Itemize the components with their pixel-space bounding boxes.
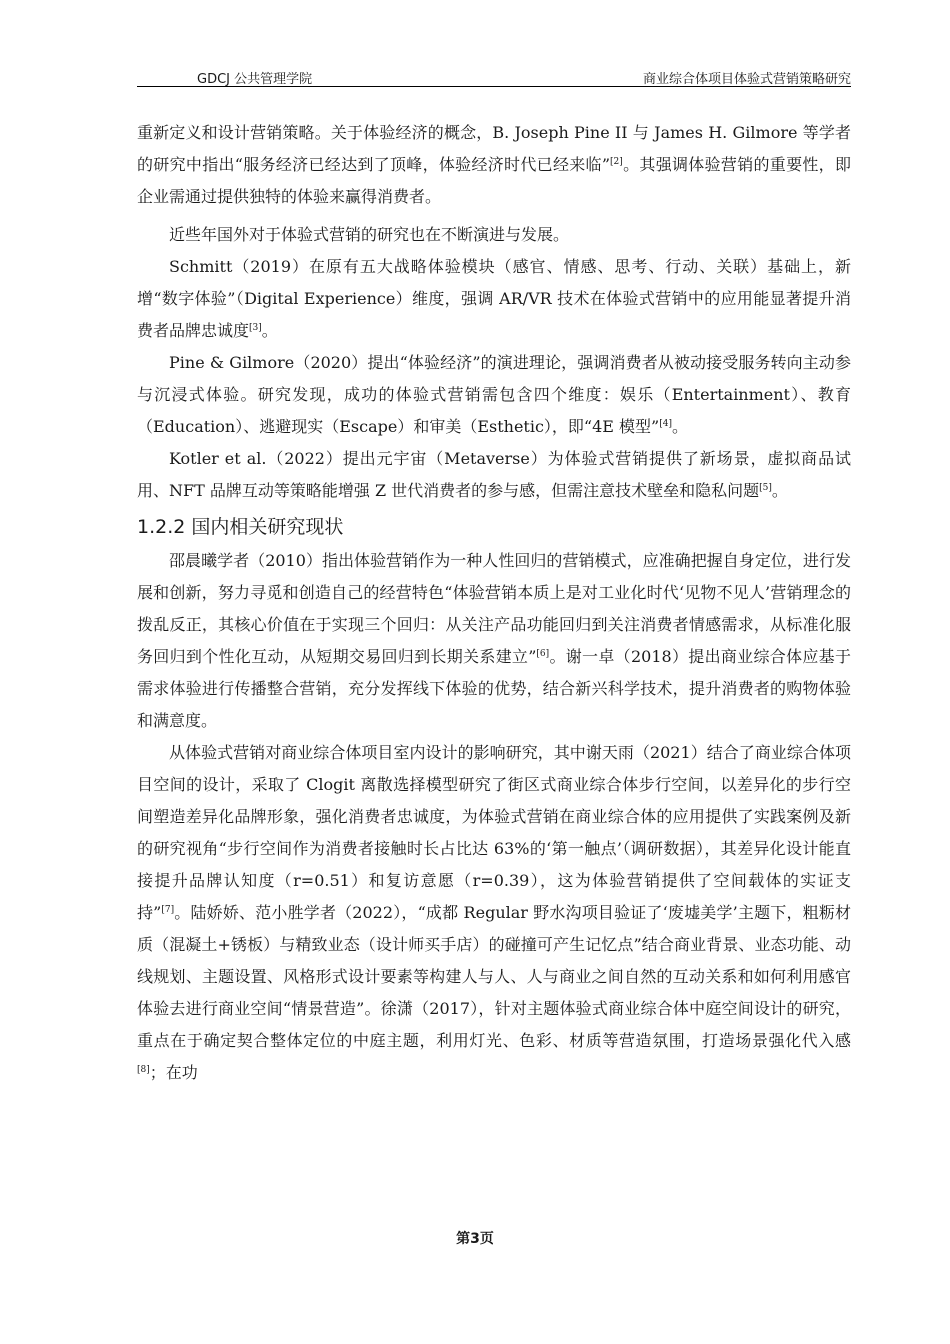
page-body — [137, 117, 851, 1089]
citation-3: [3] — [249, 323, 262, 333]
paragraph-kotler: Kotler et al.（2022）提出元宇宙（Metaverse）为体验式营销提供了新场景，虚拟商品试用、NFT 品牌互动等策略能增强 Z 世代消费者的参与感，但需注意技术壁垒和隐私问题[5]。 — [137, 449, 851, 500]
citation-4: [4] — [659, 419, 672, 429]
header-institution: GDCJ 公共管理学院 — [197, 72, 313, 87]
citation-7: [7] — [161, 905, 175, 915]
page-header — [137, 66, 851, 88]
paragraph-pine-gilmore: Pine & Gilmore（2020）提出“体验经济”的演进理论，强调消费者从被动接受服务转向主动参与沉浸式体验。研究发现，成功的体验式营销需包含四个维度：娱乐（Entertainment）、教育（Education）、逃避现实（Escape）和审美（Esthetic），即“4E 模型”[4]。 — [137, 353, 851, 436]
paragraph-continuation: 重新定义和设计营销策略。关于体验经济的概念，B. Joseph Pine II 与 James H. Gilmore 等学者的研究中指出“服务经济已经达到了顶峰，体验经济时代已经来临”[2]。其强调体验营销的重要性，即企业需通过提供独特的体验来赢得消费者。 — [137, 123, 851, 206]
header-title: 商业综合体项目体验式营销策略研究 — [642, 72, 851, 87]
citation-5: [5] — [759, 483, 772, 493]
paragraph-schmitt: Schmitt（2019）在原有五大战略体验模块（感官、情感、思考、行动、关联）基础上，新增“数字体验”（Digital Experience）维度，强调 AR/VR 技术在体验式营销中的应用能显著提升消费者品牌忠诚度[3]。 — [137, 257, 851, 340]
paragraph-domestic-1: 邵晨曦学者（2010）指出体验营销作为一种人性回归的营销模式，应准确把握自身定位，进行发展和创新，努力寻觅和创造自己的经营特色“体验营销本质上是对工业化时代‘见物不见人’营销理念的拨乱反正，其核心价值在于实现三个回归：从关注产品功能回归到关注消费者情感需求，从标准化服务回归到个性化互动，从短期交易回归到长期关系建立”[6]。谢一卓（2018）提出商业综合体应基于需求体验进行传播整合营销，充分发挥线下体验的优势，结合新兴科学技术，提升消费者的购物体验和满意度。 — [137, 551, 851, 730]
page-number: 第3页 — [456, 1231, 494, 1247]
paragraph-foreign-intro: 近些年国外对于体验式营销的研究也在不断演进与发展。 — [169, 225, 570, 244]
citation-6: [6] — [536, 649, 550, 659]
paragraph-domestic-2: 从体验式营销对商业综合体项目室内设计的影响研究，其中谢天雨（2021）结合了商业综合体项目空间的设计，采取了 Clogit 离散选择模型研究了街区式商业综合体步行空间，以差异化的步行空间塑造差异化品牌形象，强化消费者忠诚度，为体验式营销在商业综合体的应用提供了实践案例及新的研究视角“步行空间作为消费者接触时长占比达 63%的‘第一触点’（调研数据），其差异化设计能直接提升品牌认知度（r=0.51）和复访意愿（r=0.39），这为体验营销提供了空间载体的实证支持”[7]。陆娇娇、范小胜学者（2022），“成都 Regular 野水沟项目验证了‘废墟美学’主题下，粗粝材质（混凝土+锈板）与精致业态（设计师买手店）的碰撞可产生记忆点”结合商业背景、业态功能、动线规划、主题设置、风格形式设计要素等构建人与人、人与商业之间自然的互动关系和如何利用感官体验去进行商业空间“情景营造”。徐潇（2017），针对主题体验式商业综合体中庭空间设计的研究，重点在于确定契合整体定位的中庭主题，利用灯光、色彩、材质等营造氛围，打造场景强化代入感[8]；在功 — [137, 743, 851, 1082]
citation-2: [2] — [610, 157, 623, 167]
header-divider — [137, 86, 851, 87]
citation-8: [8] — [137, 1065, 150, 1075]
section-heading: 1.2.2 国内相关研究现状 — [137, 516, 344, 538]
